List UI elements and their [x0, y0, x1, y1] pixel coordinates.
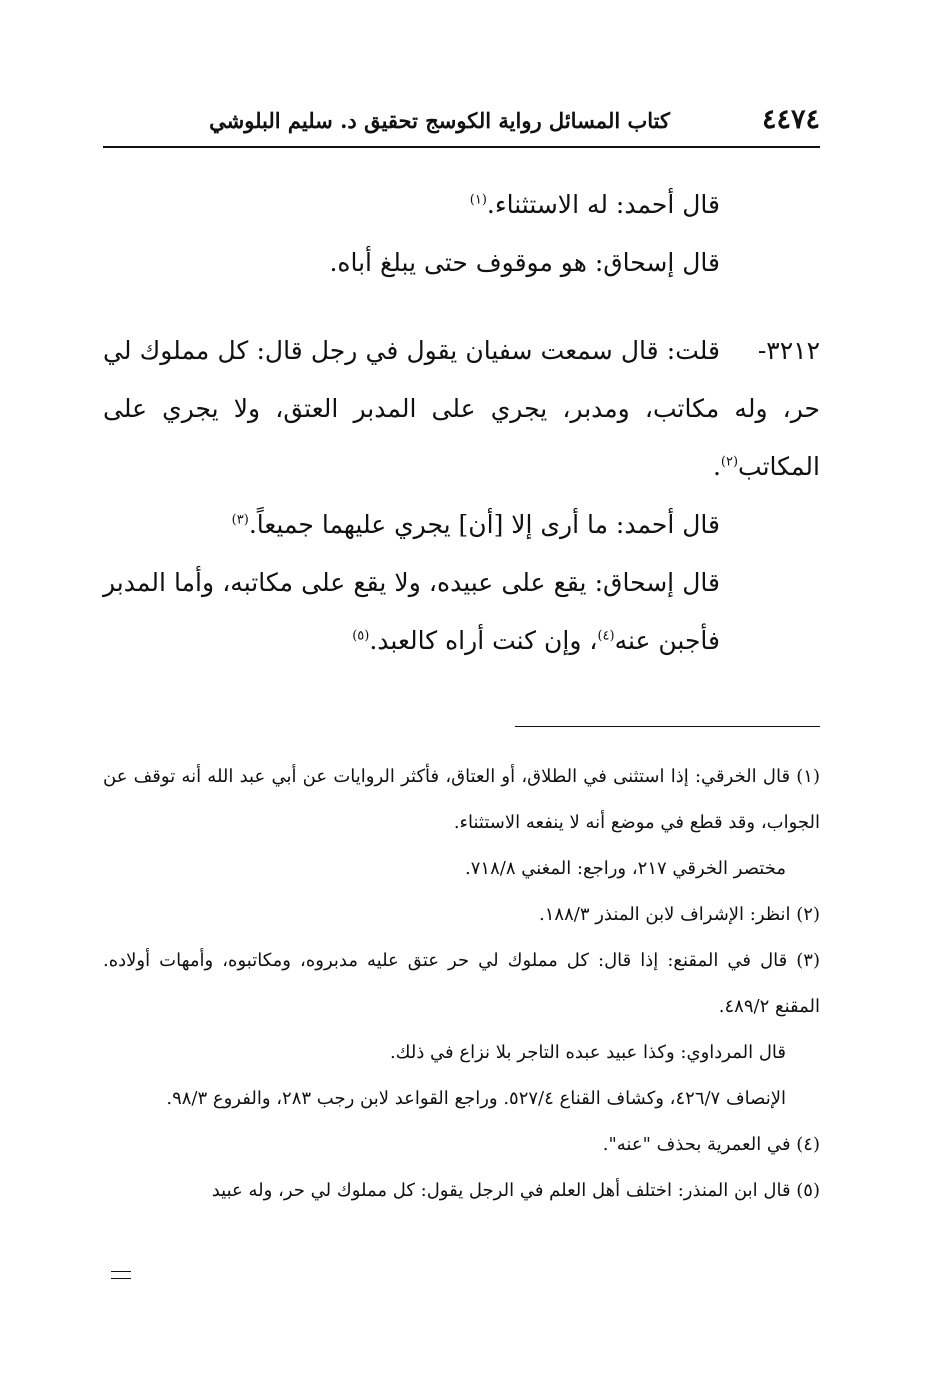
footnote-1-source: مختصر الخرقي ٢١٧، وراجع: المغني ٧١٨/٨. — [465, 858, 786, 879]
footnote-2: (٢) انظر: الإشراف لابن المنذر ١٨٨/٣. — [539, 904, 820, 925]
footnote-ref-5: (٥) — [352, 628, 370, 644]
ishaq-answer-1: قال إسحاق: هو موقوف حتى يبلغ أباه. — [329, 248, 720, 277]
footnote-3: (٣) قال في المقنع: إذا قال: كل مملوك لي حر عتق عليه مدبروه، ومكاتبوه، وأمهات أولاده. المقنع ٤٨٩/٢. — [103, 950, 820, 1017]
footnote-3-mardawi: قال المرداوي: وكذا عبيد عبده التاجر بلا نزاع في ذلك. — [389, 1042, 786, 1063]
running-title: كتاب المسائل رواية الكوسج تحقيق د. سليم البلوشي — [209, 108, 670, 133]
paragraph-gap — [103, 292, 820, 322]
continuation-mark — [111, 1271, 131, 1279]
ishaq-answer-2 — [103, 554, 820, 670]
question-end: . — [712, 452, 721, 481]
paragraph-text: قال أحمد: ما أرى إلا [أن] يجري عليهما جميعاً. — [248, 510, 720, 539]
footnote-5: (٥) قال ابن المنذر: اختلف أهل العلم في الرجل يقول: كل مملوك لي حر، وله عبيد — [211, 1180, 820, 1201]
paragraph-text-cont: ، وإن كنت أراه كالعبد. — [369, 626, 598, 655]
page-number: ٤٤٧٤ — [761, 104, 820, 135]
footnote-ref-2: (٢) — [720, 454, 739, 470]
ahmad-answer-1 — [103, 176, 820, 234]
question-3212 — [103, 322, 820, 496]
footnote-ref-4: (٤) — [597, 628, 615, 644]
question-text: قلت: قال سمعت سفيان يقول في رجل قال: كل مملوك لي حر، وله مكاتب، ومدبر، يجري على المدبر العتق، ولا يجري على المكاتب — [103, 336, 820, 481]
footnotes — [103, 754, 820, 1214]
entry-number: ٣٢١٢- — [757, 336, 820, 365]
footnote-separator — [515, 726, 820, 727]
footnote-ref-3: (٣) — [231, 512, 249, 528]
paragraph-text: قال أحمد: له الاستثناء. — [486, 190, 720, 219]
page-header — [103, 102, 820, 146]
footnote-4: (٤) في العمرية بحذف "عنه". — [602, 1134, 820, 1155]
main-text — [103, 176, 820, 670]
footnote-1: (١) قال الخرقي: إذا استثنى في الطلاق، أو العتاق، فأكثر الروايات عن أبي عبد الله أنه توقف عن الجواب، وقد قطع في موضع أنه لا ينفعه الاستثناء. — [103, 766, 820, 833]
ahmad-answer-2 — [103, 496, 820, 554]
footnote-ref-1: (١) — [469, 192, 487, 208]
footnote-3-sources: الإنصاف ٤٢٦/٧، وكشاف القناع ٥٢٧/٤. وراجع القواعد لابن رجب ٢٨٣، والفروع ٩٨/٣. — [166, 1088, 786, 1109]
paragraph-text: قال إسحاق: يقع على عبيده، ولا يقع على مكاتبه، وأما المدبر فأجبن عنه — [103, 568, 720, 655]
header-rule — [103, 146, 820, 148]
